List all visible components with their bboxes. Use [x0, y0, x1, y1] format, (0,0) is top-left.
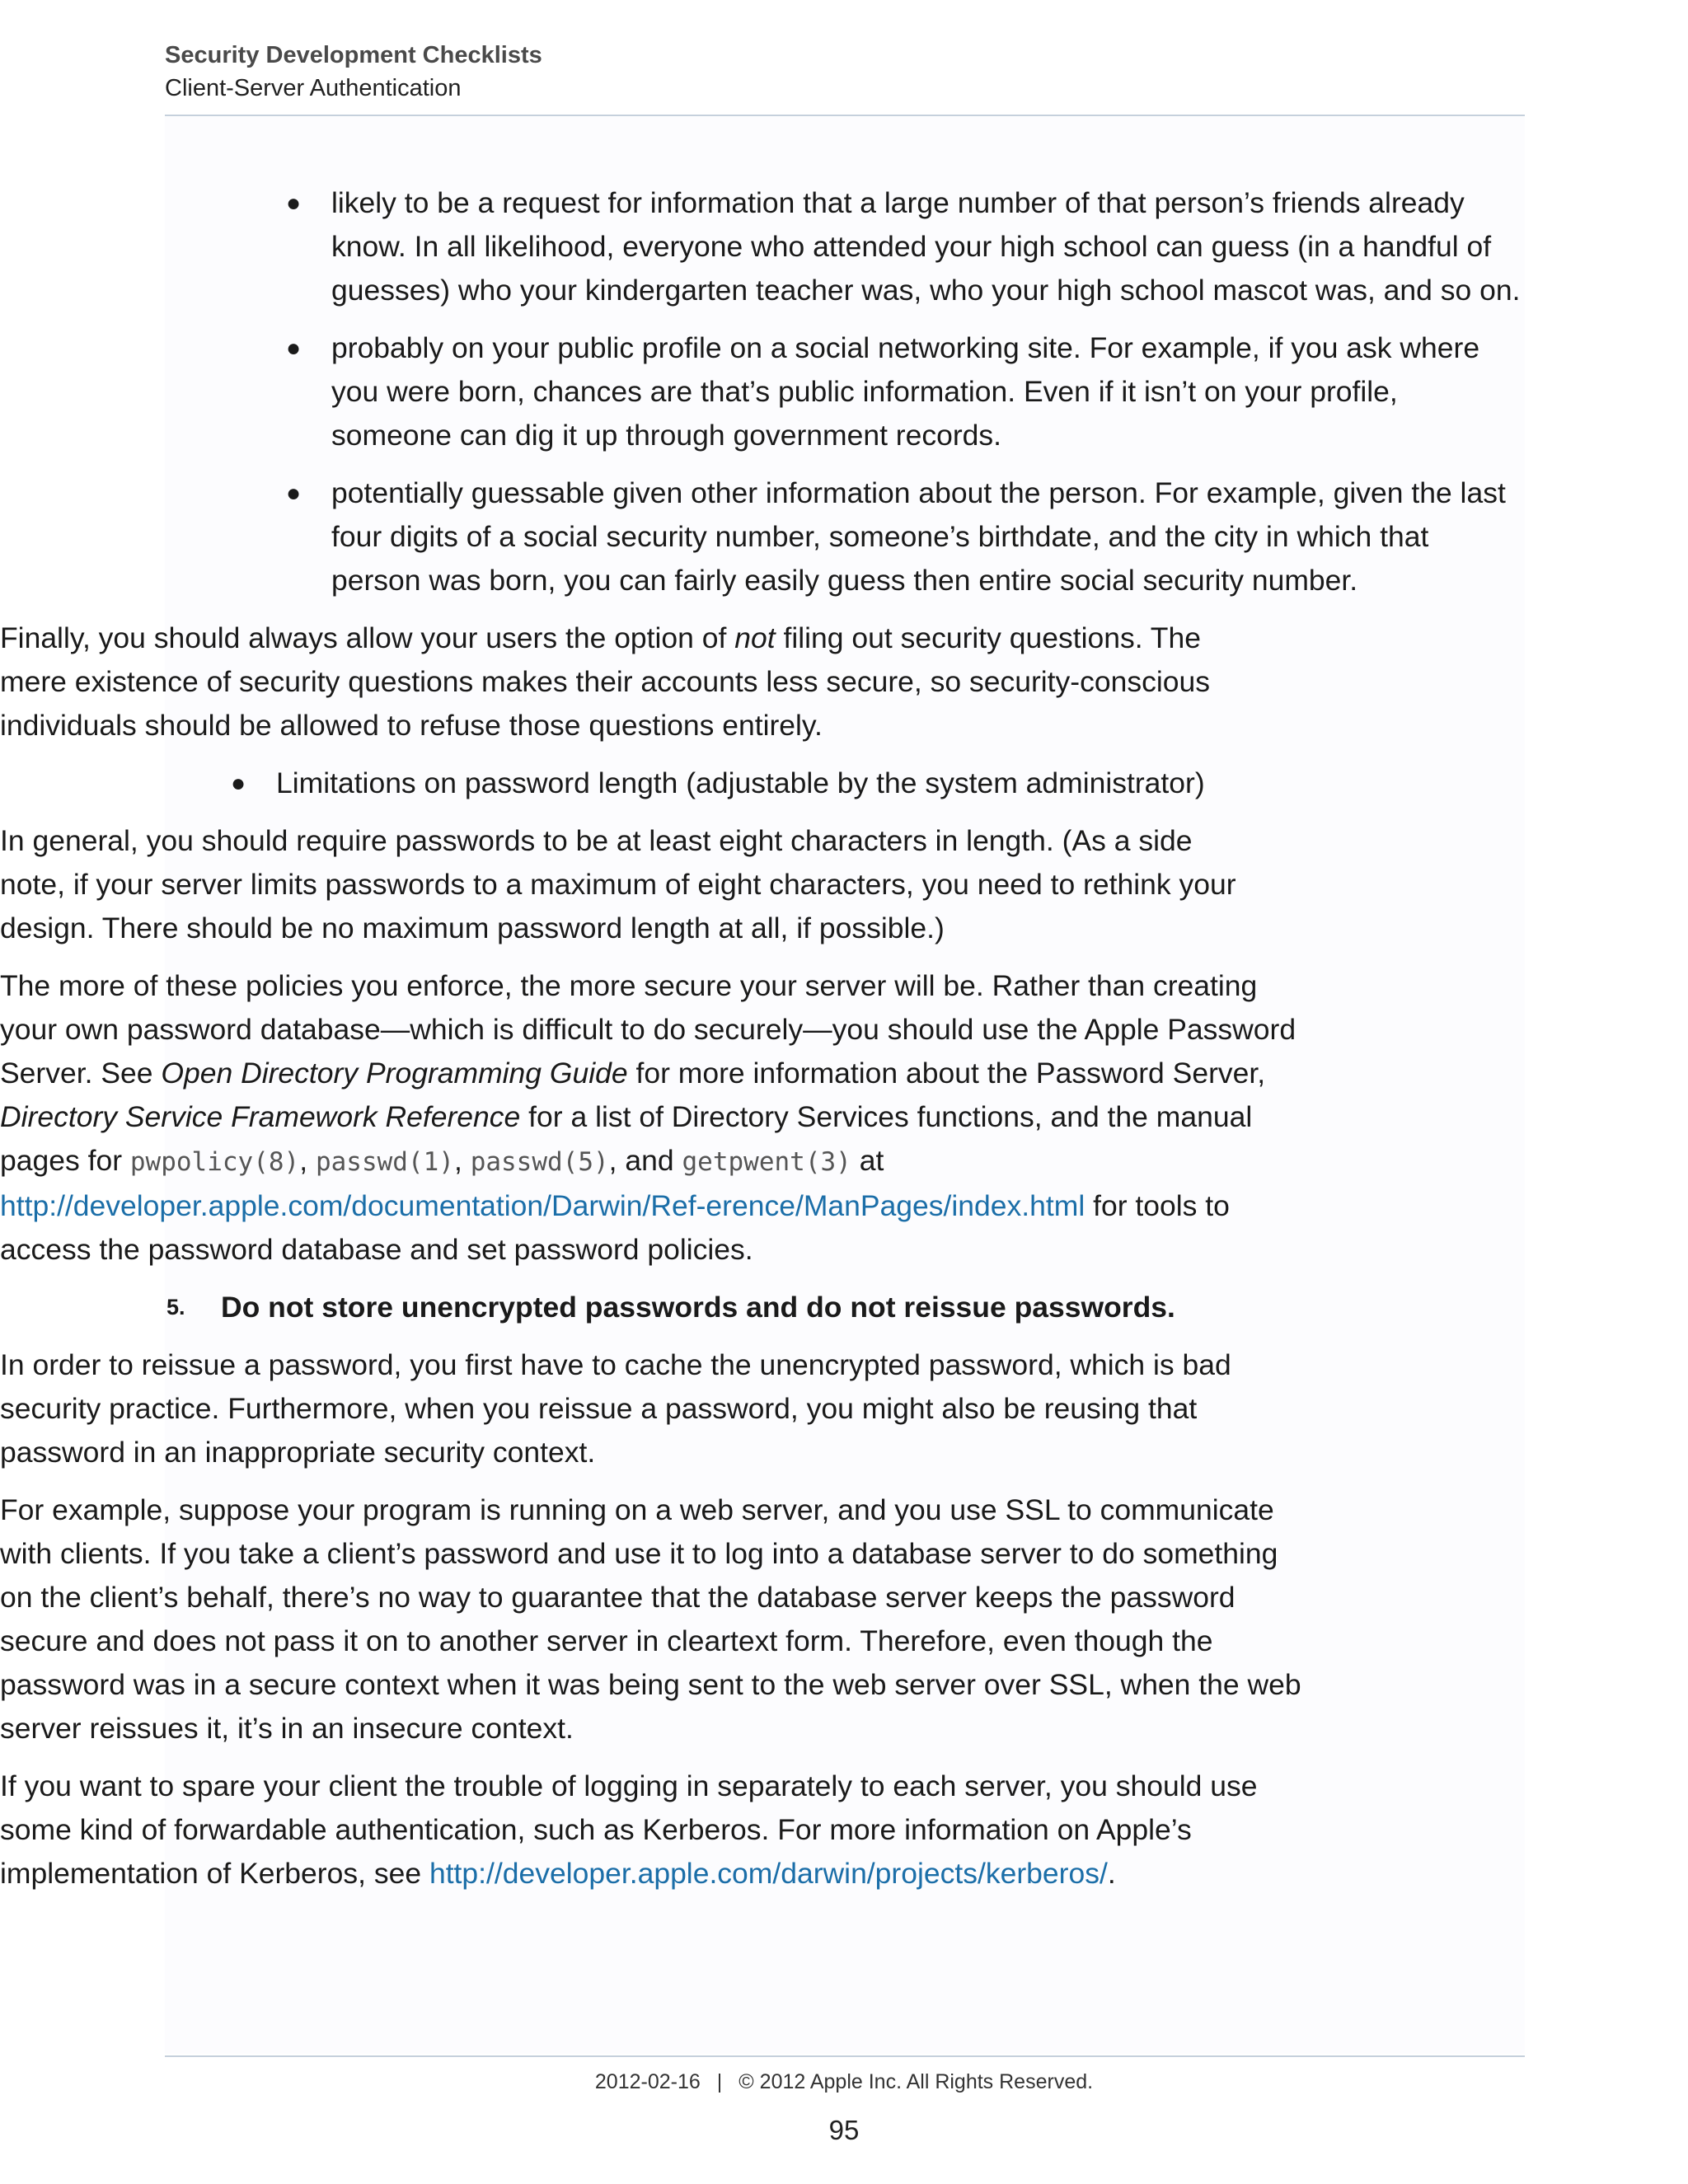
- list-item-text: Limitations on password length (adjustable by the system administrator): [276, 766, 1205, 799]
- security-questions-paragraph: Finally, you should always allow your users the option of not filing out security questions. The mere existence of security questions makes their accounts less secure, so security-conscious individuals should be allowed to refuse those questions entirely.: [0, 621, 1210, 742]
- password-length-paragraph: In general, you should require passwords to be at least eight characters in length. (As a side note, if your server limits passwords to a maximum of eight characters, you need to rethink your design. There should be no maximum password length at all, if possible.): [0, 824, 1236, 944]
- list-item: [231, 762, 1525, 805]
- code-reference: getpwent(3): [682, 1147, 851, 1177]
- list-item: [286, 181, 1525, 312]
- chapter-title: Client-Server Authentication: [165, 75, 462, 101]
- page-footer: [0, 2070, 1688, 2094]
- list-item: [286, 326, 1525, 457]
- bullet-icon: ●: [286, 480, 302, 507]
- kerberos-link[interactable]: http://developer.apple.com/darwin/projects/kerberos/: [429, 1857, 1108, 1890]
- code-reference: passwd(1): [315, 1147, 454, 1177]
- reissue-paragraph: In order to reissue a password, you first have to cache the unencrypted password, which is bad security practice. Furthermore, when you reissue a password, you might also be reusing that password in an inappropriate security context.: [0, 1348, 1231, 1469]
- footer-separator: |: [716, 2070, 723, 2093]
- list-item-text: likely to be a request for information that a large number of that person’s friends already know. In all likelihood, everyone who attended your high school can guess (in a handful of guesses) who your kindergarten teacher was, who your high school mascot was, and so on.: [331, 186, 1521, 307]
- emphasis-text: not: [734, 621, 776, 654]
- step-heading-text: Do not store unencrypted passwords and do not reissue passwords.: [221, 1291, 1175, 1324]
- code-reference: passwd(5): [470, 1147, 609, 1177]
- page-content: [0, 181, 1688, 1896]
- running-header: [165, 40, 1525, 105]
- bullet-icon: ●: [286, 335, 302, 362]
- manpages-link[interactable]: http://developer.apple.com/documentation/Darwin/Ref-erence/ManPages/index.html: [0, 1189, 1085, 1222]
- document-title: Security Development Checklists: [165, 42, 542, 68]
- code-reference: pwpolicy(8): [129, 1147, 300, 1177]
- footer-copyright: © 2012 Apple Inc. All Rights Reserved.: [738, 2070, 1094, 2093]
- list-item-text: probably on your public profile on a social networking site. For example, if you ask where you were born, chances are that’s public information. Even if it isn’t on your profile, someone can dig it up through government records.: [331, 331, 1480, 452]
- password-server-paragraph: The more of these policies you enforce, the more secure your server will be. Rather than creating your own password database—which is difficult to do securely—you should use the Apple Password Server. See Open Directory Programming Guide for more information about the Password Server, Directory Service Framework Reference for a list of Directory Services functions, and the manual pages for pwpolicy(8), passwd(1), passwd(5), and getpwent(3) at http://developer.apple.com/documentation/Darwin/Ref-erence/ManPages/index.html for tools to access the password database and set password policies.: [0, 969, 1296, 1266]
- step-number: 5.: [166, 1295, 185, 1319]
- list-item: [286, 471, 1525, 602]
- page-number: 95: [828, 2115, 860, 2145]
- book-title: Open Directory Programming Guide: [161, 1057, 628, 1090]
- ssl-example-paragraph: For example, suppose your program is running on a web server, and you use SSL to communicate with clients. If you take a client’s password and use it to log into a database server to do something on the client’s behalf, there’s no way to guarantee that the database server keeps the password secure and does not pass it on to another server in cleartext form. Therefore, even though the password was in a secure context when it was being sent to the web server over SSL, when the web server reissues it, it’s in an insecure context.: [0, 1493, 1301, 1745]
- kerberos-paragraph: If you want to spare your client the trouble of logging in separately to each server, you should use some kind of forwardable authentication, such as Kerberos. For more information on Apple’s implementation of Kerberos, see http://developer.apple.com/darwin/projects/kerberos/.: [0, 1769, 1258, 1890]
- header-divider: [165, 115, 1525, 116]
- step-5-heading: [166, 1286, 1525, 1329]
- book-title: Directory Service Framework Reference: [0, 1100, 521, 1133]
- list-item-text: potentially guessable given other information about the person. For example, given the last four digits of a social security number, someone’s birthdate, and the city in which that person was born, you can fairly easily guess then entire social security number.: [331, 476, 1506, 597]
- footer-date: 2012-02-16: [594, 2070, 701, 2093]
- footer-divider: [165, 2055, 1525, 2057]
- bullet-icon: ●: [231, 770, 246, 797]
- bullet-icon: ●: [286, 190, 302, 217]
